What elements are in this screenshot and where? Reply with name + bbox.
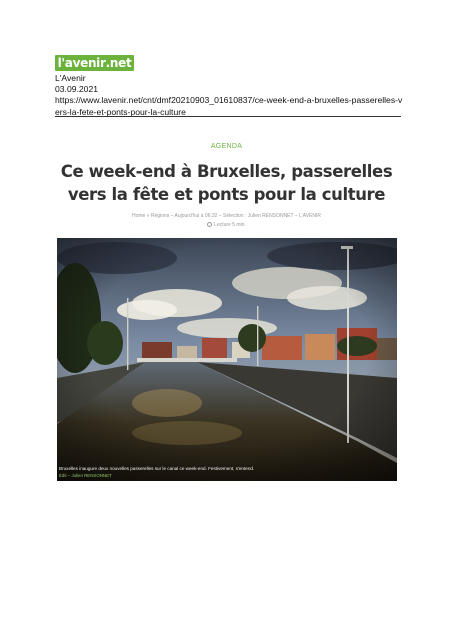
logo-text: l'avenir [57,56,106,70]
logo-suffix: .net [105,56,132,70]
photo-credit: Édit – Julien RENSONNET [59,473,112,478]
read-time-label: Lecture 5 min. [214,222,246,228]
article-byline: Home » Régions – Aujourd'hui à 06:32 – Sélection : Julien RENSONNET – L'AVENIR [131,213,322,219]
header-divider [55,116,401,117]
read-time [0,222,453,228]
photo-caption: Bruxelles inaugure deux nouvelles passerelles sur le canal ce week-end. Festivement, s'entend. [59,466,255,471]
article-url[interactable]: https://www.lavenir.net/cnt/dmf20210903_01610837/ce-week-end-a-bruxelles-passerelles-vers-la-fete-et-ponts-pour-la-culture [55,95,403,117]
canal-photo-illustration [57,238,397,481]
section-label[interactable]: AGENDA [210,143,243,150]
article-photo[interactable] [57,238,397,481]
article-headline: Ce week-end à Bruxelles, passerelles vers la fête et ponts pour la culture [60,162,393,204]
source-name: L'Avenir [55,73,86,83]
document-meta [55,73,403,118]
clock-icon [207,222,212,227]
lavenir-logo[interactable] [55,55,134,71]
publication-date: 03.09.2021 [55,84,99,95]
